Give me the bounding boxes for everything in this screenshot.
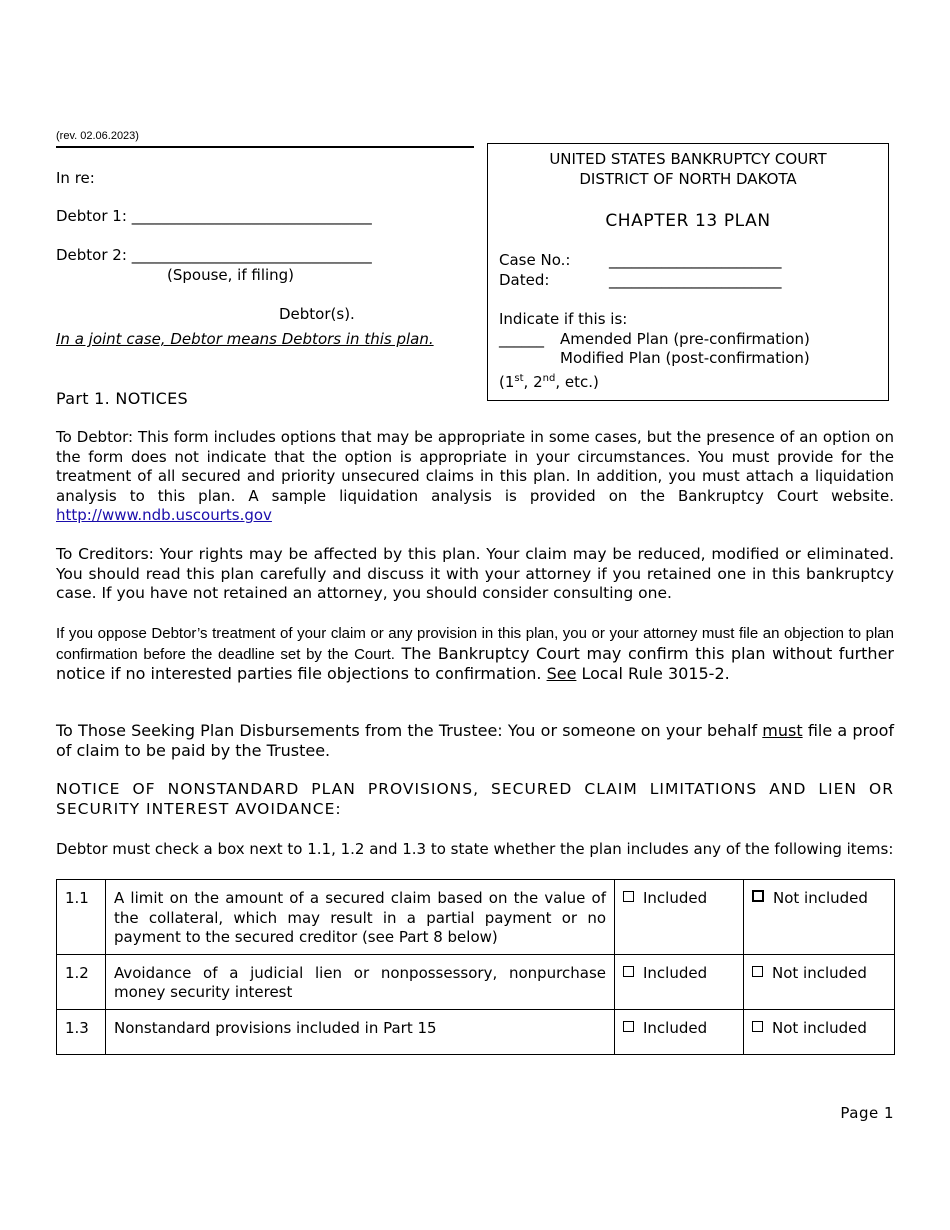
included-option[interactable] xyxy=(615,1009,744,1055)
disbursement-must: must xyxy=(762,721,803,740)
not-included-option[interactable] xyxy=(744,954,895,1009)
court-district: DISTRICT OF NORTH DAKOTA xyxy=(579,170,797,188)
disbursement-text-1: To Those Seeking Plan Disbursements from the Trustee: You or someone on your behalf xyxy=(56,721,763,740)
table-row xyxy=(57,1009,895,1055)
disbursement-text-2: file a proof of claim to be paid by the Trustee. xyxy=(56,721,894,760)
plan-items-table xyxy=(56,879,895,1055)
checkbox-icon[interactable] xyxy=(752,1021,763,1032)
debtor1-label: Debtor 1: xyxy=(56,207,127,225)
checkbox-icon[interactable] xyxy=(623,1021,634,1032)
ordinal-mid: , 2 xyxy=(523,373,543,391)
debtor2-line xyxy=(56,246,372,265)
in-re-label: In re: xyxy=(56,169,95,187)
included-label: Included xyxy=(643,1018,708,1037)
item-description: Avoidance of a judicial lien or nonpossessory, nonpurchase money security interest xyxy=(106,954,615,1009)
page-number: Page 1 xyxy=(840,1104,894,1122)
revision-date: (rev. 02.06.2023) xyxy=(56,130,139,142)
joint-case-note: In a joint case, Debtor means Debtors in this plan. xyxy=(56,330,434,348)
not-included-label: Not included xyxy=(772,963,867,982)
objection-paragraph xyxy=(56,624,894,685)
modified-plan-option: Modified Plan (post-confirmation) xyxy=(560,349,810,367)
included-label: Included xyxy=(643,889,708,907)
case-no-label: Case No.: xyxy=(499,251,571,269)
plan-title: CHAPTER 13 PLAN xyxy=(605,211,771,231)
not-included-label: Not included xyxy=(773,889,868,907)
debtor2-label: Debtor 2: xyxy=(56,246,127,264)
not-included-option[interactable] xyxy=(744,880,895,955)
checkbox-icon[interactable] xyxy=(623,966,634,977)
debtor2-field[interactable]: ________________________________ xyxy=(131,246,372,264)
included-option[interactable] xyxy=(615,954,744,1009)
checkbox-icon[interactable] xyxy=(752,966,763,977)
not-included-option[interactable] xyxy=(744,1009,895,1055)
not-included-label: Not included xyxy=(772,1018,867,1037)
part1-heading: Part 1. NOTICES xyxy=(56,389,189,408)
dated-field[interactable]: _______________________ xyxy=(609,271,782,289)
spouse-note: (Spouse, if filing) xyxy=(167,266,295,284)
to-debtor-paragraph xyxy=(56,428,894,526)
to-debtor-text: To Debtor: This form includes options that may be appropriate in some cases, but the presence of an option on the form does not indicate that the option is appropriate in your circumstances. You must provide for the treatment of all secured and priority unsecured claims in this plan. In addition, you must attach a liquidation analysis to this plan. A sample liquidation analysis is provided on the Bankruptcy Court website. xyxy=(56,428,894,505)
ordinal-nd: nd xyxy=(542,373,556,384)
objection-see: See xyxy=(546,664,577,683)
court-caption-box xyxy=(487,143,889,401)
checkbox-icon[interactable] xyxy=(752,890,764,902)
debtors-label: Debtor(s). xyxy=(279,305,355,323)
table-row xyxy=(57,880,895,955)
item-number: 1.1 xyxy=(57,880,106,955)
ordinal-close: , etc.) xyxy=(555,373,599,391)
ordinal-open: (1 xyxy=(499,373,515,391)
debtor1-field[interactable]: ________________________________ xyxy=(131,207,372,225)
case-no-field[interactable]: _______________________ xyxy=(609,251,782,269)
plan-type-field[interactable]: ______ xyxy=(499,330,544,348)
item-number: 1.2 xyxy=(57,954,106,1009)
ordinal-note xyxy=(499,369,599,392)
objection-text-3: Local Rule 3015-2. xyxy=(576,664,730,683)
to-creditors-paragraph: To Creditors: Your rights may be affected by this plan. Your claim may be reduced, modified or eliminated. You should read this plan carefully and discuss it with your attorney if you retained one in this bankruptcy case. If you have not retained an attorney, you should consider consulting one. xyxy=(56,545,894,602)
court-name: UNITED STATES BANKRUPTCY COURT xyxy=(549,150,827,168)
dated-label: Dated: xyxy=(499,271,550,289)
table-row xyxy=(57,954,895,1009)
debtor1-line xyxy=(56,207,372,226)
court-website-link[interactable]: http://www.ndb.uscourts.gov xyxy=(56,506,272,524)
included-option[interactable] xyxy=(615,880,744,955)
checkbox-icon[interactable] xyxy=(623,891,634,902)
objection-text-1: If you oppose Debtor’s treatment of your claim or any provision in this plan, you or your attorney must file an objection to plan confirmation before the deadline set by the Court. xyxy=(56,625,894,663)
included-label: Included xyxy=(643,963,708,982)
item-description: A limit on the amount of a secured claim based on the value of the collateral, which may result in a partial payment or no payment to the secured creditor (see Part 8 below) xyxy=(106,880,615,955)
nonstandard-heading: NOTICE OF NONSTANDARD PLAN PROVISIONS, SECURED CLAIM LIMITATIONS AND LIEN OR SECURITY INTEREST AVOIDANCE: xyxy=(56,780,894,818)
item-description: Nonstandard provisions included in Part 15 xyxy=(106,1009,615,1055)
disbursements-paragraph xyxy=(56,721,894,760)
indicate-label: Indicate if this is: xyxy=(499,310,628,328)
objection-text-2: The Bankruptcy Court may confirm this plan without further notice if no interested parties file objections to confirmation. xyxy=(56,643,894,683)
ordinal-st: st xyxy=(514,373,524,384)
amended-plan-option: Amended Plan (pre-confirmation) xyxy=(560,330,810,348)
check-instruction: Debtor must check a box next to 1.1, 1.2 and 1.3 to state whether the plan includes any of the following items: xyxy=(56,840,894,858)
item-number: 1.3 xyxy=(57,1009,106,1055)
header-rule xyxy=(56,146,474,148)
